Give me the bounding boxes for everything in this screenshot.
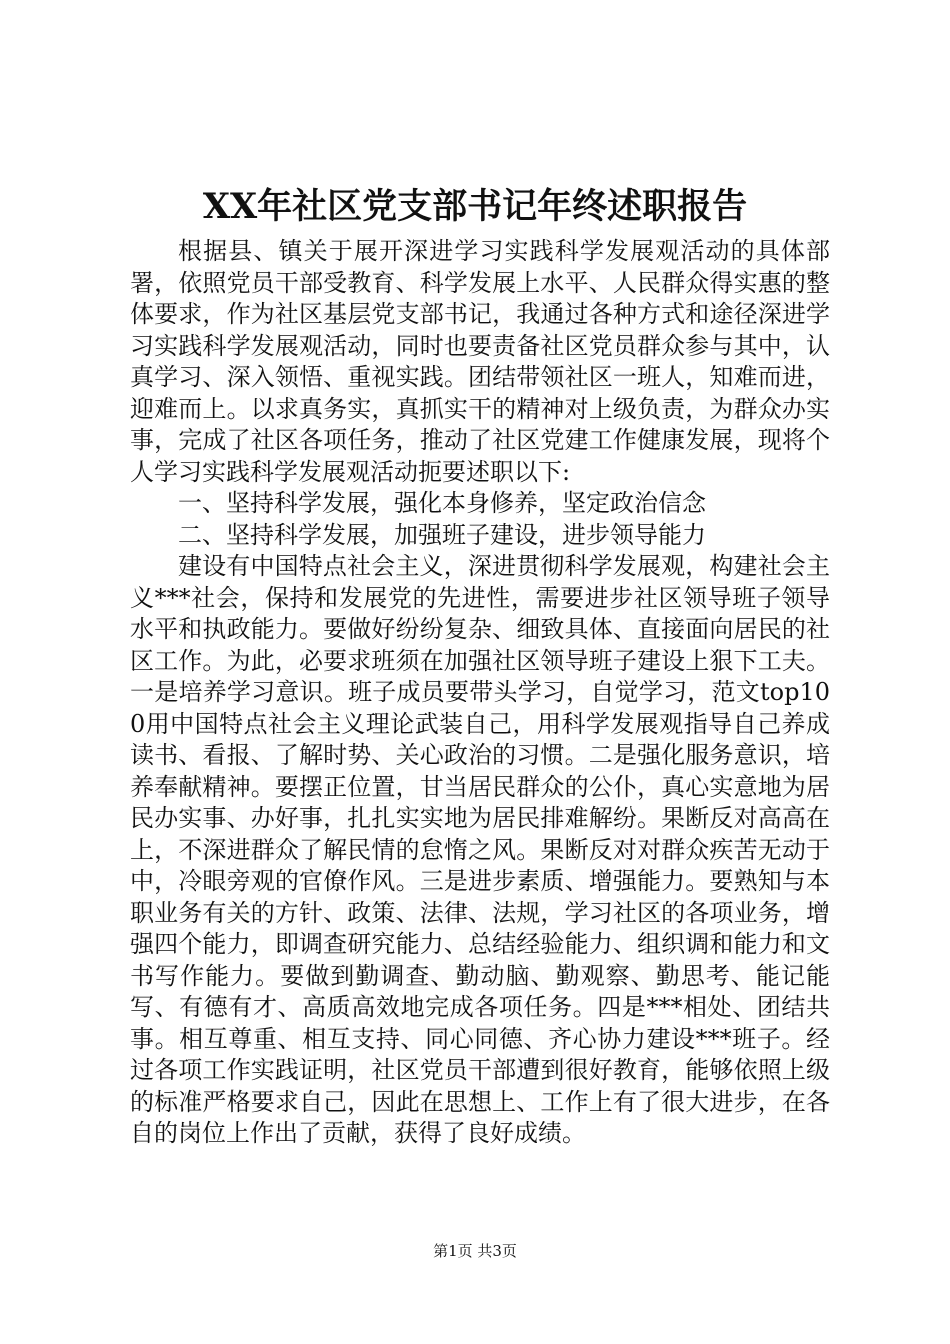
page-number-footer: 第1页 共3页 — [433, 1242, 517, 1260]
document-title: XX年社区党支部书记年终述职报告 — [202, 186, 748, 227]
document-body — [130, 236, 830, 1150]
intro-paragraph: 根据县、镇关于展开深进学习实践科学发展观活动的具体部署，依照党员干部受教育、科学发展上水平、人民群众得实惠的整体要求，作为社区基层党支部书记，我通过各种方式和途径深进学习实践科学发展观活动，同时也要责备社区党员群众参与其中，认真学习、深入领悟、重视实践。团结带领社区一班人，知难而进，迎难而上。以求真务实，真抓实干的精神对上级负责，为群众办实事，完成了社区各项任务，推动了社区党建工作健康发展，现将个人学习实践科学发展观活动扼要述职以下: — [130, 237, 830, 486]
section-heading-1: 一、坚持科学发展，强化本身修养，坚定政治信念 — [178, 489, 706, 517]
body-paragraph: 建设有中国特点社会主义，深进贯彻科学发展观，构建社会主义***社会，保持和发展党的先进性，需要进步社区领导班子领导水平和执政能力。要做好纷纷复杂、细致具体、直接面向居民的社区工作。为此，必要求班须在加强社区领导班子建设上狠下工夫。一是培养学习意识。班子成员要带头学习，自觉学习，范文top100用中国特点社会主义理论武装自己，用科学发展观指导自己养成读书、看报、了解时势、关心政治的习惯。二是强化服务意识，培养奉献精神。要摆正位置，甘当居民群众的公仆，真心实意地为居民办实事、办好事，扎扎实实地为居民排难解纷。果断反对高高在上，不深进群众了解民情的怠惰之风。果断反对对群众疾苦无动于中，冷眼旁观的官僚作风。三是进步素质、增强能力。要熟知与本职业务有关的方针、政策、法律、法规，学习社区的各项业务，增强四个能力，即调查研究能力、总结经验能力、组织调和能力和文书写作能力。要做到勤调查、勤动脑、勤观察、勤思考、能记能写、有德有才、高质高效地完成各项任务。四是***相处、团结共事。相互尊重、相互支持、同心同德、齐心协力建设***班子。经过各项工作实践证明，社区党员干部遭到很好教育，能够依照上级的标准严格要求自己，因此在思想上、工作上有了很大进步，在各自的岗位上作出了贡献，获得了良好成绩。 — [130, 552, 830, 1147]
section-heading-2: 二、坚持科学发展，加强班子建设，进步领导能力 — [178, 520, 706, 549]
